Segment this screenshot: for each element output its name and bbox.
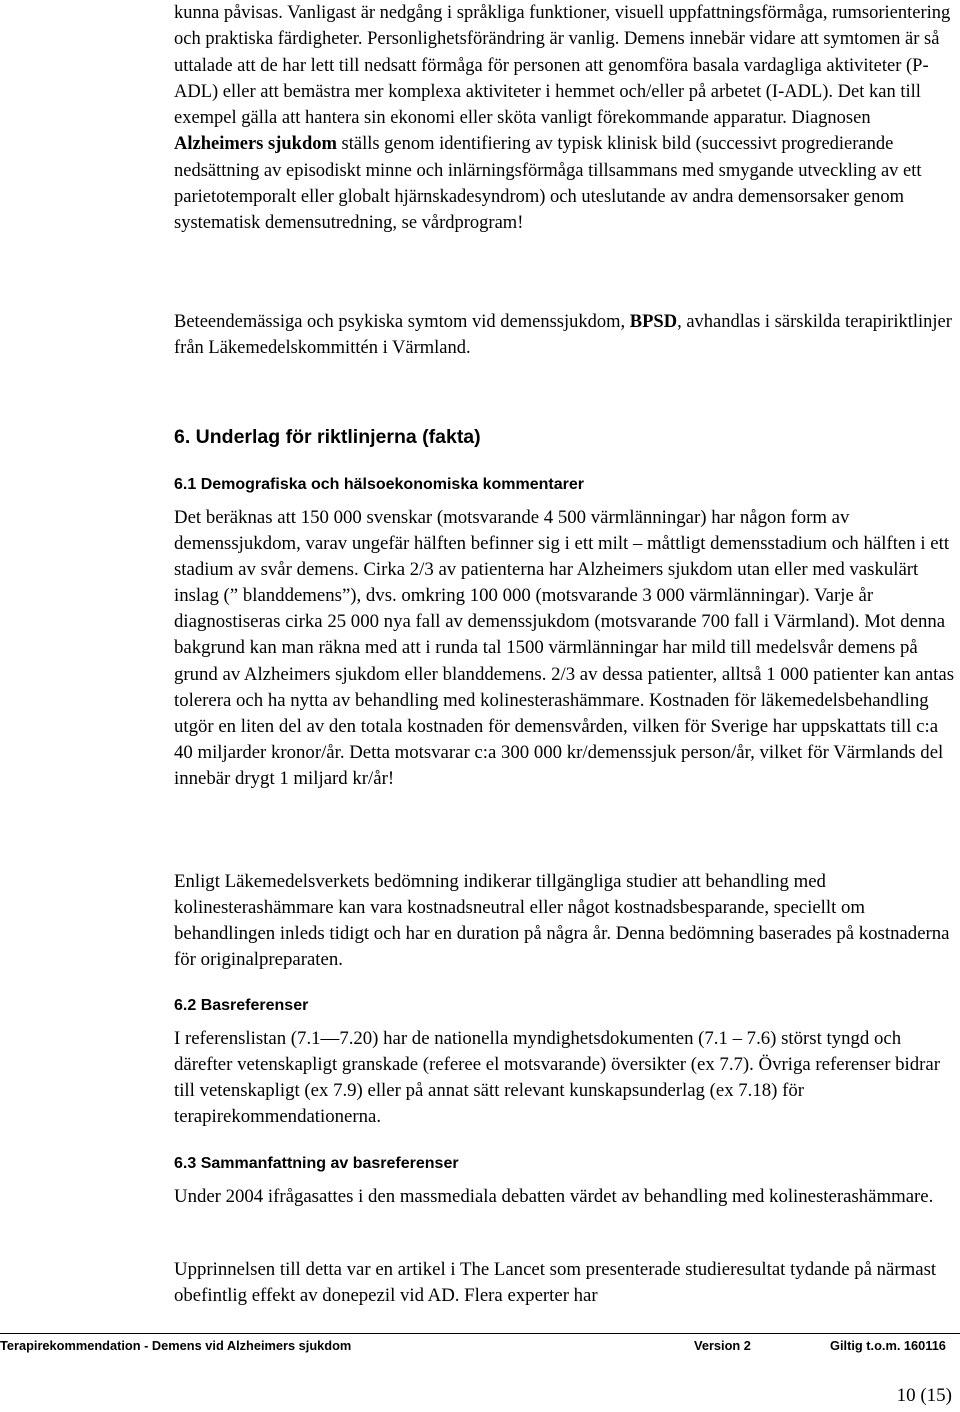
section-6-heading: 6. Underlag för riktlinjerna (fakta) bbox=[174, 426, 481, 448]
section-6-2-paragraph: I referenslistan (7.1—7.20) har de nationella myndighetsdokumenten (7.1 – 7.6) störst tyngd och därefter vetenskapligt granskade (referee el motsvarande) översikter (ex 7.7). Övriga referenser bidrar till vetenskapligt (ex 7.9) eller på annat sätt relevant kunskapsunderlag (ex 7.18) för terapirekommendationerna. bbox=[174, 1028, 940, 1128]
section-6-1-heading: 6.1 Demografiska och hälsoekonomiska kommentarer bbox=[174, 476, 584, 493]
footer-title: Terapirekommendation - Demens vid Alzheimers sjukdom bbox=[0, 1338, 352, 1353]
bpsd-bold: BPSD bbox=[629, 312, 678, 332]
section-6-3-heading: 6.3 Sammanfattning av basreferenser bbox=[174, 1155, 459, 1172]
bpsd-text-2: , avhandlas i särskilda terapiriktlinjer från Läkemedelskommittén i Värmland. bbox=[174, 312, 952, 359]
page-number: 10 (15) bbox=[896, 1385, 952, 1406]
section-6-3-paragraph-1: Under 2004 ifrågasattes i den massmediala debatten värdet av behandling med kolinesterashämmare. bbox=[174, 1186, 934, 1207]
intro-text-2: ställs genom identifiering av typisk klinisk bild (successivt progredierande nedsättning av episodiskt minne och inlärningsförmåga tillsammans med smygande utveckling av ett parietotemporalt eller globalt hjärnskadesyndrom) och uteslutande av andra demensorsaker genom systematisk demensutredning, se vårdprogram! bbox=[174, 134, 922, 234]
section-6-1-paragraph-1: Det beräknas att 150 000 svenskar (motsvarande 4 500 värmlänningar) har någon form av demenssjukdom, varav ungefär hälften befinner sig i ett milt – måttligt demensstadium och hälften i ett stadium av svår demens. Cirka 2/3 av patienterna har Alzheimers sjukdom utan eller med vaskulärt inslag (” blanddemens”), dvs. omkring 100 000 (motsvarande 3 000 värmlänningar). Varje år diagnostiseras cirka 25 000 nya fall av demenssjukdom (motsvarande 700 fall i Värmland). Mot denna bakgrund kan man räkna med att i runda tal 1500 värmlänningar har mild till medelsvår demens på grund av Alzheimers sjukdom eller blanddemens. 2/3 av dessa patienter, alltså 1 000 patienter kan antas tolerera och ha nytta av behandling med kolinesterashämmare. Kostnaden för läkemedelsbehandling utgör en liten del av den totala kostnaden för demensvården, vilken för Sverige har uppskattats till c:a 40 miljarder kronor/år. Detta motsvarar c:a 300 000 kr/demenssjuk person/år, vilket för Värmlands del innebär drygt 1 miljard kr/år! bbox=[174, 507, 955, 789]
alzheimers-bold: Alzheimers sjukdom bbox=[174, 134, 337, 155]
footer-version: Version 2 bbox=[694, 1338, 751, 1353]
section-6-2-heading: 6.2 Basreferenser bbox=[174, 997, 309, 1014]
intro-text-1: kunna påvisas. Vanligast är nedgång i språkliga funktioner, visuell uppfattningsförmåga, rumsorientering och praktiska färdigheter. Personlighetsförändring är vanlig. Demens innebär vidare att symtomen är så uttalade att de har lett till nedsatt förmåga för personen att genomföra basala vardagliga aktiviteter (P-ADL) eller att bemästra mer komplexa aktiviteter i hemmet och/eller på arbetet (I-ADL). Det kan till exempel gälla att hantera sin ekonomi eller sköta vanligt förekommande apparatur. Diagnosen bbox=[174, 3, 951, 129]
footer-divider bbox=[0, 1333, 960, 1334]
bpsd-paragraph bbox=[174, 309, 956, 362]
section-6-3-paragraph-2: Upprinnelsen till detta var en artikel i The Lancet som presenterade studieresultat tydande på närmast obefintlig effekt av donepezil vid AD. Flera experter har bbox=[174, 1259, 937, 1307]
section-6-1-paragraph-2: Enligt Läkemedelsverkets bedömning indikerar tillgängliga studier att behandling med kolinesterashämmare kan vara kostnadsneutral eller något kostnadsbesparande, speciellt om behandlingen inleds tidigt och har en duration på några år. Denna bedömning baserades på kostnaderna för originalpreparaten. bbox=[174, 871, 950, 971]
intro-paragraph bbox=[174, 0, 956, 237]
footer-valid-until: Giltig t.o.m. 160116 bbox=[830, 1338, 946, 1353]
bpsd-text-1: Beteendemässiga och psykiska symtom vid demenssjukdom, bbox=[174, 312, 630, 332]
